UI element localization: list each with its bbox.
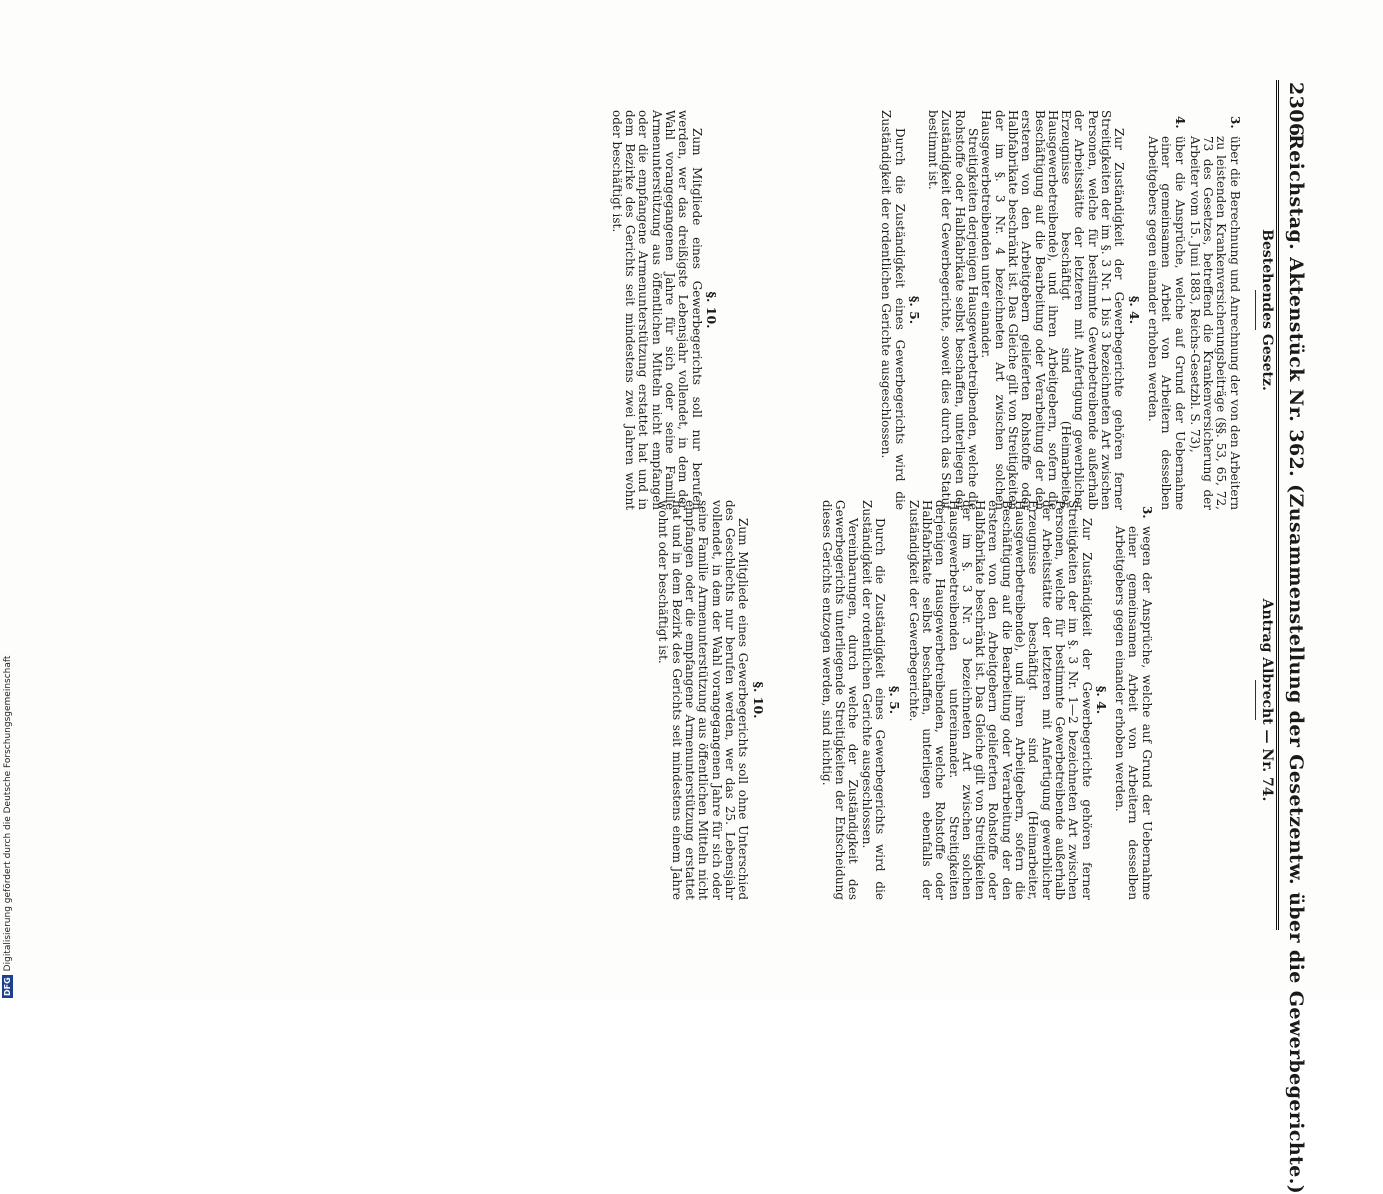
- paragraph: Vereinbarungen, durch welche der Zuständigkeit des Gewerbegerichts unterliegende Streitigkeiten der Entscheidung dieses Gerichts entzogen werden, sind nichtig.: [819, 500, 861, 900]
- section-heading: §. 5.: [887, 685, 903, 715]
- column-antrag-albrecht: [656, 500, 1273, 900]
- column-existing-law: [610, 110, 1273, 510]
- section-heading: §. 10.: [703, 291, 719, 329]
- list-item: [1146, 110, 1186, 510]
- paragraph: Zur Zuständigkeit der Gewerbegerichte gehören ferner Streitigkeiten der im §. 3 Nr. 1 bis 3 bezeichneten Art zwischen Personen, welche für bestimmte Gewerbetreibende außerhalb der Arbeitsstätte der letzteren mit Anfertigung gewerblicher Erzeugnisse beschäftigt sind (Heimarbeiter, Hausgewerbetreibende), und ihren Arbeitgebern, sofern die Beschäftigung auf die Bearbeitung oder Verarbeitung der den ersteren von den Arbeitgebern gelieferten Rohstoffe oder Halbfabrikate beschränkt ist. Das Gleiche gilt von Streitigkeiten der im §. 3 Nr. 4 bezeichneten Art zwischen solchen Hausgewerbetreibenden unter einander.: [979, 110, 1127, 510]
- blank-space: [723, 110, 879, 510]
- list-item-text: über die Ansprüche, welche auf Grund der Uebernahme einer gemeinsamen Arbeit von Arbeitern desselben Arbeitgebers gegen einander erhoben werden.: [1145, 136, 1187, 510]
- column-heading: Bestehendes Gesetz.: [1259, 229, 1275, 391]
- paragraph: Zur Zuständigkeit der Gewerbegerichte gehören ferner Streitigkeiten der im §. 3 Nr. 1—2 bezeichneten Art zwischen Personen, welche für bestimmte Gewerbetreibende außerhalb der Arbeitsstätte der letzteren mit Anfertigung gewerblicher Erzeugnisse beschäftigt sind (Heimarbeiter, Hausgewerbetreibende), und ihren Arbeitgebern, sofern die Beschäftigung auf die Bearbeitung oder Verarbeitung der den ersteren von den Arbeitgebern gelieferten Rohstoffe oder Halbfabrikate beschränkt ist. Das Gleiche gilt von Streitigkeiten der im §. 3 Nr. 3 bezeichneten Art zwischen solchen Hausgewerbetreibenden untereinander. Streitigkeiten derjenigen Hausgewerbetreibenden, welche Rohstoffe oder Halbfabrikate selbst beschaffen, unterliegen ebenfalls der Zuständigkeit der Gewerbegerichte.: [906, 500, 1094, 900]
- page-title: Reichstag. Aktenstück Nr. 362. (Zusammenstellung der Gesetzentw. über die Gewerbegerichte.): [1285, 134, 1307, 1194]
- section-heading: §. 4.: [1093, 685, 1109, 715]
- section-heading: §. 4.: [1126, 295, 1142, 325]
- blank-space: [1167, 500, 1245, 900]
- list-item-number: 3.: [1227, 116, 1242, 129]
- heading-rule: [1255, 680, 1256, 720]
- list-item-text: wegen der Ansprüche, welche auf Grund der Uebernahme einer gemeinsamen Arbeit von Arbeitern desselben Arbeitgebers gegen einander erhoben werden.: [1113, 526, 1154, 900]
- page-header: [1279, 82, 1315, 1194]
- list-item-number: 4.: [1172, 116, 1187, 129]
- column-heading: Antrag Albrecht — Nr. 74.: [1259, 598, 1275, 802]
- enumeration-list: [1146, 110, 1241, 510]
- section-heading: §. 5.: [906, 295, 922, 325]
- enumeration-list: [1113, 500, 1153, 900]
- list-item-text: über die Berechnung und Anrechnung der von den Arbeitern zu leistenden Krankenversicherungsbeiträge (§§. 53, 65, 72, 73 des Gesetzes, betreffend die Krankenversicherung der Arbeiter vom 15. Juni 1883, Reichs-Gesetzbl. S. 73),: [1187, 136, 1242, 510]
- heading-rule: [1255, 290, 1256, 330]
- credit-text: Digitalisierung gefördert durch die Deutsche Forschungsgemeinschaft: [3, 655, 13, 972]
- header-rule: [1276, 80, 1279, 930]
- section-heading: §. 10.: [750, 681, 766, 719]
- page-number: 2306: [1285, 82, 1307, 137]
- paragraph: Zum Mitgliede eines Gewerbegerichts soll ohne Unterschied des Geschlechts nur berufen werden, wer das 25. Lebensjahr vollendet, in dem der Wahl vorangegangenen Jahre für sich oder seine Familie Armenunterstützung aus öffentlichen Mitteln nicht empfangen oder die empfangene Armenunterstützung erstattet hat und in dem Bezirk des Gerichts seit mindestens einem Jahre wohnt oder beschäftigt ist.: [656, 500, 751, 900]
- list-item: [1113, 500, 1153, 900]
- blank-space: [770, 500, 820, 900]
- list-item: [1188, 110, 1241, 510]
- paragraph: Streitigkeiten derjenigen Hausgewerbetreibenden, welche die Rohstoffe oder Halbfabrikate selbst beschaffen, unterliegen der Zuständigkeit der Gewerbegerichte, soweit dies durch das Statut bestimmt ist.: [926, 110, 981, 510]
- paragraph: Durch die Zuständigkeit eines Gewerbegerichts wird die Zuständigkeit der ordentlichen Gerichte ausgeschlossen.: [879, 110, 907, 510]
- paragraph: Zum Mitgliede eines Gewerbegerichts soll nur berufen werden, wer das dreißigste Lebensjahr vollendet, in dem der Wahl vorangegangenen Jahre für sich oder seine Familie Armenunterstützung aus öffentlichen Mitteln nicht empfangen oder die empfangene Armenunterstützung erstattet hat und in dem Bezirke des Gerichts seit mindestens zwei Jahren wohnt oder beschäftigt ist.: [609, 110, 704, 510]
- list-item-number: 3.: [1139, 506, 1154, 519]
- paragraph: Durch die Zuständigkeit eines Gewerbegerichts wird die Zuständigkeit der ordentlichen Gerichte ausgeschlossen.: [859, 500, 888, 900]
- digitization-credit: [2, 656, 13, 998]
- dfg-logo-icon: DFG: [3, 977, 12, 996]
